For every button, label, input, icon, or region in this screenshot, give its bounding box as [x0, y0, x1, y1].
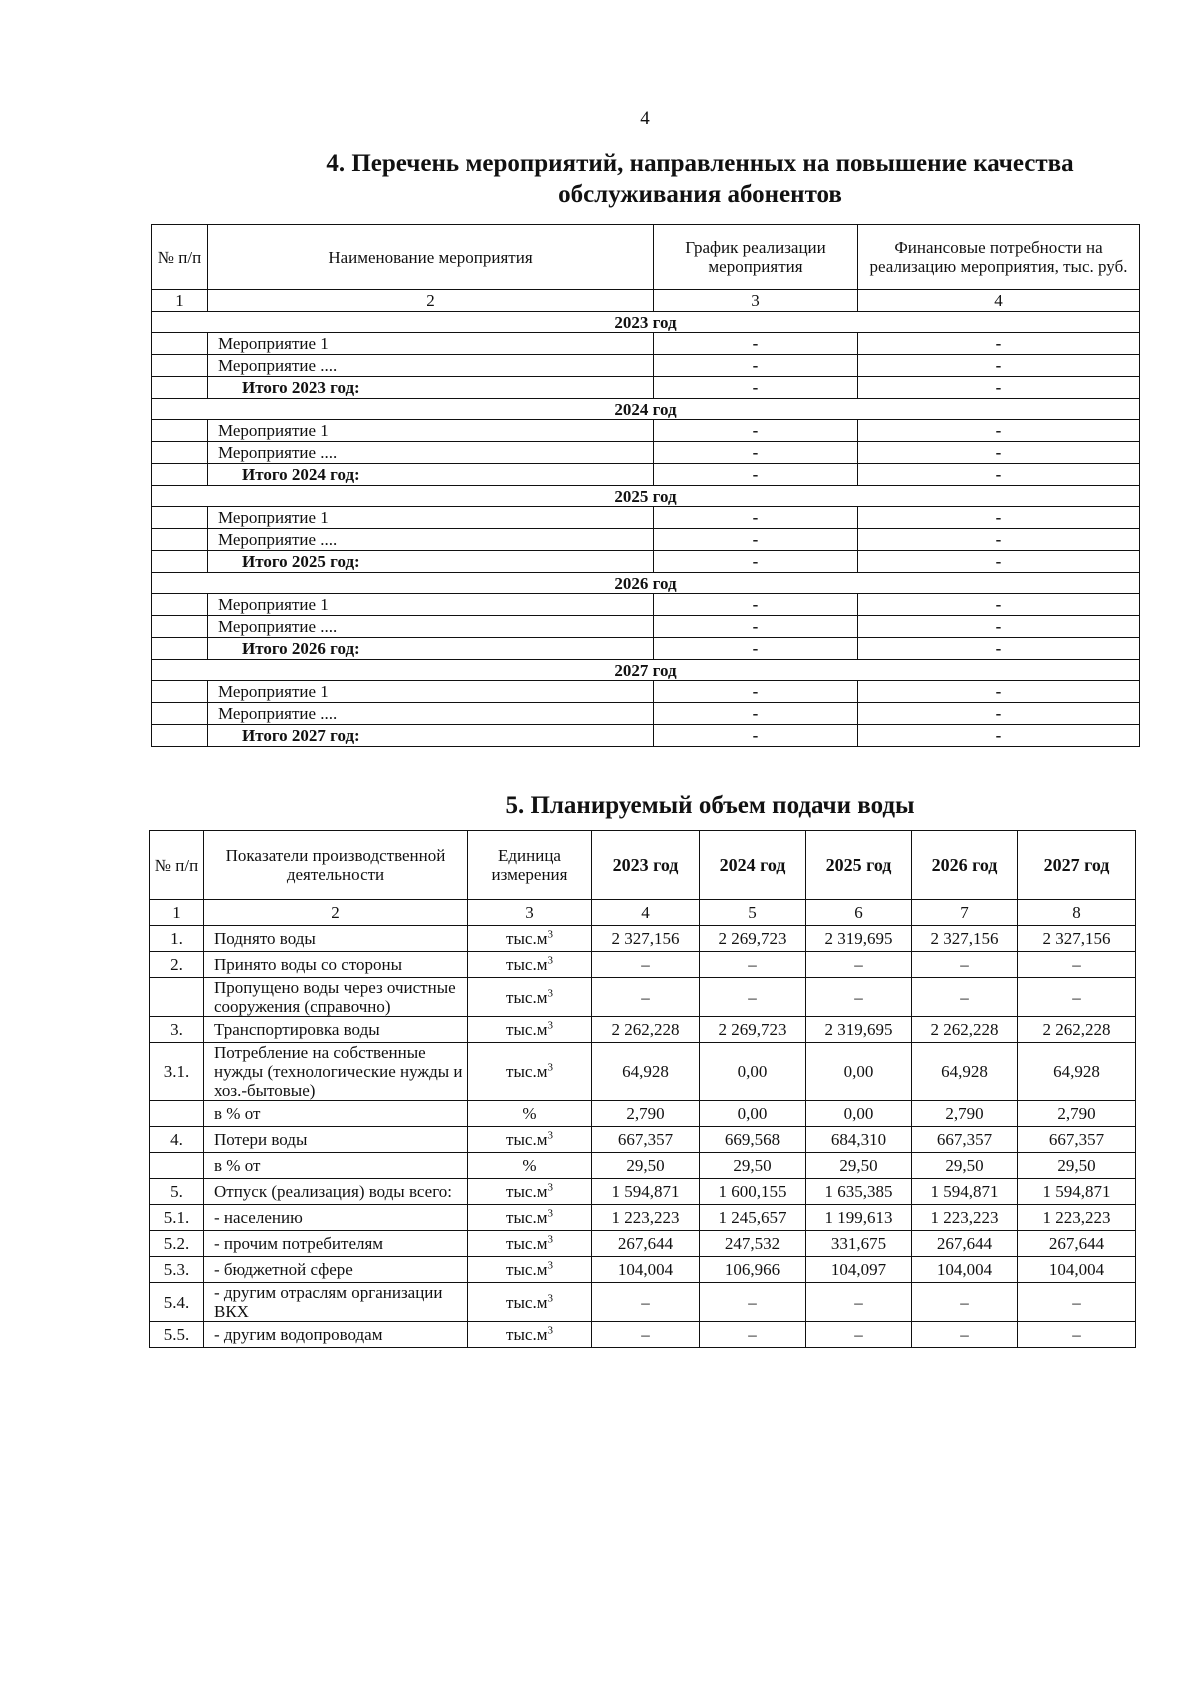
- value-cell: 1 635,385: [806, 1179, 912, 1205]
- year-total-label: Итого 2024 год:: [208, 464, 654, 486]
- value-cell: 64,928: [1018, 1043, 1136, 1101]
- total-row: [152, 638, 1140, 660]
- section5-title: 5. Планируемый объем подачи воды: [505, 792, 915, 819]
- unit-exponent: 3: [547, 1259, 553, 1272]
- row-num: 5.: [150, 1179, 204, 1205]
- row-num: [150, 978, 204, 1017]
- row-num: 5.1.: [150, 1205, 204, 1231]
- unit-exponent: 3: [547, 1291, 553, 1304]
- unit-cell: [468, 1179, 592, 1205]
- unit-base: тыс.м: [506, 1130, 548, 1149]
- row-num: 5.3.: [150, 1257, 204, 1283]
- measure-row: [152, 594, 1140, 616]
- water-table-header: [150, 831, 1136, 900]
- year-row: [152, 660, 1140, 681]
- value-cell: –: [700, 1283, 806, 1322]
- unit-exponent: 3: [547, 1181, 553, 1194]
- table-row: [150, 1127, 1136, 1153]
- unit-exponent: 3: [547, 1207, 553, 1220]
- unit-cell: [468, 1257, 592, 1283]
- header-num: № п/п: [152, 225, 208, 290]
- section4-title-line1: 4. Перечень мероприятий, направленных на повышение качества: [326, 150, 1074, 177]
- value-cell: 1 594,871: [912, 1179, 1018, 1205]
- unit-exponent: 3: [547, 1019, 553, 1032]
- row-num: [152, 333, 208, 355]
- finance-value: -: [858, 529, 1140, 551]
- measure-row: [152, 355, 1140, 377]
- unit-cell: %: [468, 1101, 592, 1127]
- col-number: 3: [468, 900, 592, 926]
- table-row: [150, 1322, 1136, 1348]
- row-num: 4.: [150, 1127, 204, 1153]
- measure-name: Мероприятие 1: [208, 594, 654, 616]
- measure-row: [152, 703, 1140, 725]
- row-num: [152, 703, 208, 725]
- unit-base: тыс.м: [506, 1325, 548, 1344]
- value-cell: 1 245,657: [700, 1205, 806, 1231]
- total-row: [152, 377, 1140, 399]
- value-cell: 267,644: [592, 1231, 700, 1257]
- finance-value: -: [858, 616, 1140, 638]
- col-number: 1: [152, 290, 208, 312]
- finance-value: -: [858, 594, 1140, 616]
- row-num: [152, 529, 208, 551]
- unit-cell: [468, 1231, 592, 1257]
- col-number: 6: [806, 900, 912, 926]
- finance-value: -: [858, 377, 1140, 399]
- row-num: [152, 551, 208, 573]
- value-cell: 64,928: [592, 1043, 700, 1101]
- row-num: [152, 420, 208, 442]
- value-cell: 1 223,223: [1018, 1205, 1136, 1231]
- value-cell: 684,310: [806, 1127, 912, 1153]
- value-cell: 29,50: [700, 1153, 806, 1179]
- finance-value: -: [858, 681, 1140, 703]
- measure-name: Мероприятие 1: [208, 333, 654, 355]
- value-cell: 2,790: [592, 1101, 700, 1127]
- value-cell: 1 594,871: [1018, 1179, 1136, 1205]
- row-num: [152, 638, 208, 660]
- value-cell: 0,00: [806, 1101, 912, 1127]
- value-cell: –: [592, 1322, 700, 1348]
- measure-row: [152, 442, 1140, 464]
- value-cell: 2 319,695: [806, 926, 912, 952]
- value-cell: –: [700, 952, 806, 978]
- unit-exponent: 3: [547, 954, 553, 967]
- value-cell: 29,50: [1018, 1153, 1136, 1179]
- unit-base: тыс.м: [506, 929, 548, 948]
- measures-table-header: [152, 225, 1140, 290]
- row-num: 5.2.: [150, 1231, 204, 1257]
- value-cell: 247,532: [700, 1231, 806, 1257]
- total-row: [152, 551, 1140, 573]
- year-label: 2027 год: [152, 660, 1140, 681]
- page-number: 4: [640, 108, 650, 129]
- schedule-value: -: [654, 703, 858, 725]
- value-cell: 104,004: [592, 1257, 700, 1283]
- year-row: [152, 573, 1140, 594]
- value-cell: 2 262,228: [912, 1017, 1018, 1043]
- measure-name: Мероприятие ....: [208, 529, 654, 551]
- value-cell: –: [912, 1283, 1018, 1322]
- row-num: 3.1.: [150, 1043, 204, 1101]
- indicator-name: Принято воды со стороны: [204, 952, 468, 978]
- row-num: 5.5.: [150, 1322, 204, 1348]
- measure-name: Мероприятие 1: [208, 507, 654, 529]
- measure-name: Мероприятие 1: [208, 681, 654, 703]
- finance-value: -: [858, 638, 1140, 660]
- value-cell: 106,966: [700, 1257, 806, 1283]
- schedule-value: -: [654, 551, 858, 573]
- value-cell: –: [700, 1322, 806, 1348]
- finance-value: -: [858, 725, 1140, 747]
- header-schedule: График реализации мероприятия: [654, 225, 858, 290]
- row-num: [152, 464, 208, 486]
- header-num: № п/п: [150, 831, 204, 900]
- schedule-value: -: [654, 681, 858, 703]
- value-cell: 0,00: [700, 1043, 806, 1101]
- finance-value: -: [858, 333, 1140, 355]
- value-cell: –: [912, 952, 1018, 978]
- indicator-name: в % от: [204, 1153, 468, 1179]
- value-cell: –: [1018, 952, 1136, 978]
- unit-exponent: 3: [547, 1129, 553, 1142]
- water-supply-table: [149, 830, 1136, 1348]
- unit-cell: [468, 952, 592, 978]
- finance-value: -: [858, 442, 1140, 464]
- value-cell: 0,00: [806, 1043, 912, 1101]
- table-row: [150, 978, 1136, 1017]
- unit-base: тыс.м: [506, 1208, 548, 1227]
- table-row: [150, 1153, 1136, 1179]
- header-name: Наименование мероприятия: [208, 225, 654, 290]
- year-label: 2026 год: [152, 573, 1140, 594]
- value-cell: 667,357: [592, 1127, 700, 1153]
- value-cell: –: [592, 1283, 700, 1322]
- finance-value: -: [858, 464, 1140, 486]
- value-cell: –: [1018, 1322, 1136, 1348]
- col-number: 2: [204, 900, 468, 926]
- unit-base: тыс.м: [506, 1062, 548, 1081]
- unit-exponent: 3: [547, 1061, 553, 1074]
- header-year-2025: 2025 год: [806, 831, 912, 900]
- table-row: [150, 1205, 1136, 1231]
- value-cell: 29,50: [912, 1153, 1018, 1179]
- measure-row: [152, 420, 1140, 442]
- unit-cell: [468, 926, 592, 952]
- value-cell: –: [1018, 978, 1136, 1017]
- indicator-name: Отпуск (реализация) воды всего:: [204, 1179, 468, 1205]
- row-num: 2.: [150, 952, 204, 978]
- measure-row: [152, 529, 1140, 551]
- schedule-value: -: [654, 594, 858, 616]
- measures-col-numbers: [152, 290, 1140, 312]
- unit-base: тыс.м: [506, 1182, 548, 1201]
- schedule-value: -: [654, 529, 858, 551]
- col-number: 5: [700, 900, 806, 926]
- value-cell: –: [806, 1322, 912, 1348]
- unit-base: тыс.м: [506, 987, 548, 1007]
- value-cell: –: [592, 978, 700, 1017]
- unit-base: тыс.м: [506, 1020, 548, 1039]
- value-cell: –: [806, 978, 912, 1017]
- header-year-2023: 2023 год: [592, 831, 700, 900]
- col-number: 4: [592, 900, 700, 926]
- finance-value: -: [858, 703, 1140, 725]
- row-num: 5.4.: [150, 1283, 204, 1322]
- value-cell: 1 199,613: [806, 1205, 912, 1231]
- schedule-value: -: [654, 442, 858, 464]
- schedule-value: -: [654, 507, 858, 529]
- indicator-name: Поднято воды: [204, 926, 468, 952]
- table-row: [150, 926, 1136, 952]
- value-cell: 64,928: [912, 1043, 1018, 1101]
- value-cell: 2 262,228: [1018, 1017, 1136, 1043]
- measure-name: Мероприятие ....: [208, 616, 654, 638]
- finance-value: -: [858, 507, 1140, 529]
- value-cell: 267,644: [1018, 1231, 1136, 1257]
- header-year-2026: 2026 год: [912, 831, 1018, 900]
- unit-exponent: 3: [547, 1233, 553, 1246]
- measure-name: Мероприятие ....: [208, 355, 654, 377]
- schedule-value: -: [654, 725, 858, 747]
- unit-cell: [468, 1322, 592, 1348]
- schedule-value: -: [654, 420, 858, 442]
- indicator-name: Транспортировка воды: [204, 1017, 468, 1043]
- value-cell: 29,50: [592, 1153, 700, 1179]
- header-year-2027: 2027 год: [1018, 831, 1136, 900]
- water-col-numbers: [150, 900, 1136, 926]
- row-num: [152, 725, 208, 747]
- unit-exponent: 3: [547, 1324, 553, 1337]
- indicator-name: - прочим потребителям: [204, 1231, 468, 1257]
- col-number: 7: [912, 900, 1018, 926]
- unit-cell: [468, 978, 592, 1017]
- schedule-value: -: [654, 333, 858, 355]
- value-cell: 667,357: [912, 1127, 1018, 1153]
- indicator-name: Потребление на собственные нужды (технологические нужды и хоз.-бытовые): [204, 1043, 468, 1101]
- row-num: [152, 507, 208, 529]
- row-num: [152, 442, 208, 464]
- value-cell: –: [700, 978, 806, 1017]
- value-cell: 104,004: [1018, 1257, 1136, 1283]
- header-unit: Единица измерения: [468, 831, 592, 900]
- value-cell: 1 594,871: [592, 1179, 700, 1205]
- value-cell: 0,00: [700, 1101, 806, 1127]
- row-num: [152, 355, 208, 377]
- unit-exponent: 3: [547, 928, 553, 941]
- unit-exponent: 3: [547, 986, 553, 999]
- measure-row: [152, 333, 1140, 355]
- value-cell: 104,004: [912, 1257, 1018, 1283]
- year-label: 2023 год: [152, 312, 1140, 333]
- row-num: [150, 1153, 204, 1179]
- value-cell: 267,644: [912, 1231, 1018, 1257]
- measure-name: Мероприятие 1: [208, 420, 654, 442]
- unit-cell: [468, 1283, 592, 1322]
- unit-base: тыс.м: [506, 1234, 548, 1253]
- table-row: [150, 1179, 1136, 1205]
- col-number: 2: [208, 290, 654, 312]
- indicator-name: в % от: [204, 1101, 468, 1127]
- year-row: [152, 399, 1140, 420]
- table-row: [150, 1101, 1136, 1127]
- row-num: [152, 681, 208, 703]
- value-cell: 2 327,156: [912, 926, 1018, 952]
- schedule-value: -: [654, 355, 858, 377]
- row-num: [152, 377, 208, 399]
- value-cell: 2 327,156: [1018, 926, 1136, 952]
- value-cell: –: [1018, 1283, 1136, 1322]
- year-total-label: Итого 2023 год:: [208, 377, 654, 399]
- schedule-value: -: [654, 464, 858, 486]
- value-cell: 29,50: [806, 1153, 912, 1179]
- finance-value: -: [858, 551, 1140, 573]
- table-row: [150, 1043, 1136, 1101]
- unit-cell: [468, 1017, 592, 1043]
- indicator-name: Потери воды: [204, 1127, 468, 1153]
- year-row: [152, 486, 1140, 507]
- table-row: [150, 1231, 1136, 1257]
- schedule-value: -: [654, 638, 858, 660]
- value-cell: 2 327,156: [592, 926, 700, 952]
- value-cell: 104,097: [806, 1257, 912, 1283]
- unit-cell: [468, 1205, 592, 1231]
- indicator-name: Пропущено воды через очистные сооружения (справочно): [204, 978, 468, 1017]
- row-num: [150, 1101, 204, 1127]
- row-num: [152, 616, 208, 638]
- unit-cell: %: [468, 1153, 592, 1179]
- value-cell: 2,790: [912, 1101, 1018, 1127]
- year-label: 2024 год: [152, 399, 1140, 420]
- section4-title: [280, 148, 1120, 210]
- row-num: [152, 594, 208, 616]
- header-indicator: Показатели производственной деятельности: [204, 831, 468, 900]
- unit-cell: [468, 1043, 592, 1101]
- table-row: [150, 1283, 1136, 1322]
- value-cell: 2 319,695: [806, 1017, 912, 1043]
- table-row: [150, 1257, 1136, 1283]
- value-cell: –: [806, 1283, 912, 1322]
- value-cell: 2 269,723: [700, 926, 806, 952]
- unit-base: тыс.м: [506, 955, 548, 974]
- col-number: 1: [150, 900, 204, 926]
- indicator-name: - другим водопроводам: [204, 1322, 468, 1348]
- value-cell: 2 269,723: [700, 1017, 806, 1043]
- table-row: [150, 1017, 1136, 1043]
- year-total-label: Итого 2026 год:: [208, 638, 654, 660]
- col-number: 8: [1018, 900, 1136, 926]
- finance-value: -: [858, 420, 1140, 442]
- value-cell: 2,790: [1018, 1101, 1136, 1127]
- indicator-name: - населению: [204, 1205, 468, 1231]
- section4-title-line2: обслуживания абонентов: [558, 181, 842, 208]
- table-row: [150, 952, 1136, 978]
- value-cell: –: [912, 978, 1018, 1017]
- value-cell: 331,675: [806, 1231, 912, 1257]
- indicator-name: - бюджетной сфере: [204, 1257, 468, 1283]
- value-cell: 667,357: [1018, 1127, 1136, 1153]
- year-row: [152, 312, 1140, 333]
- measure-row: [152, 616, 1140, 638]
- total-row: [152, 464, 1140, 486]
- schedule-value: -: [654, 616, 858, 638]
- schedule-value: -: [654, 377, 858, 399]
- value-cell: 1 223,223: [592, 1205, 700, 1231]
- total-row: [152, 725, 1140, 747]
- header-finance: Финансовые потребности на реализацию мероприятия, тыс. руб.: [858, 225, 1140, 290]
- year-total-label: Итого 2025 год:: [208, 551, 654, 573]
- value-cell: 2 262,228: [592, 1017, 700, 1043]
- value-cell: –: [806, 952, 912, 978]
- row-num: 3.: [150, 1017, 204, 1043]
- header-year-2024: 2024 год: [700, 831, 806, 900]
- unit-base: тыс.м: [506, 1292, 548, 1312]
- measures-table: [151, 224, 1140, 747]
- value-cell: –: [912, 1322, 1018, 1348]
- col-number: 3: [654, 290, 858, 312]
- unit-base: тыс.м: [506, 1260, 548, 1279]
- indicator-name: - другим отраслям организации ВКХ: [204, 1283, 468, 1322]
- value-cell: –: [592, 952, 700, 978]
- value-cell: 1 223,223: [912, 1205, 1018, 1231]
- measure-name: Мероприятие ....: [208, 703, 654, 725]
- row-num: 1.: [150, 926, 204, 952]
- value-cell: 1 600,155: [700, 1179, 806, 1205]
- col-number: 4: [858, 290, 1140, 312]
- measure-row: [152, 681, 1140, 703]
- measure-name: Мероприятие ....: [208, 442, 654, 464]
- unit-cell: [468, 1127, 592, 1153]
- year-label: 2025 год: [152, 486, 1140, 507]
- finance-value: -: [858, 355, 1140, 377]
- measure-row: [152, 507, 1140, 529]
- value-cell: 669,568: [700, 1127, 806, 1153]
- year-total-label: Итого 2027 год:: [208, 725, 654, 747]
